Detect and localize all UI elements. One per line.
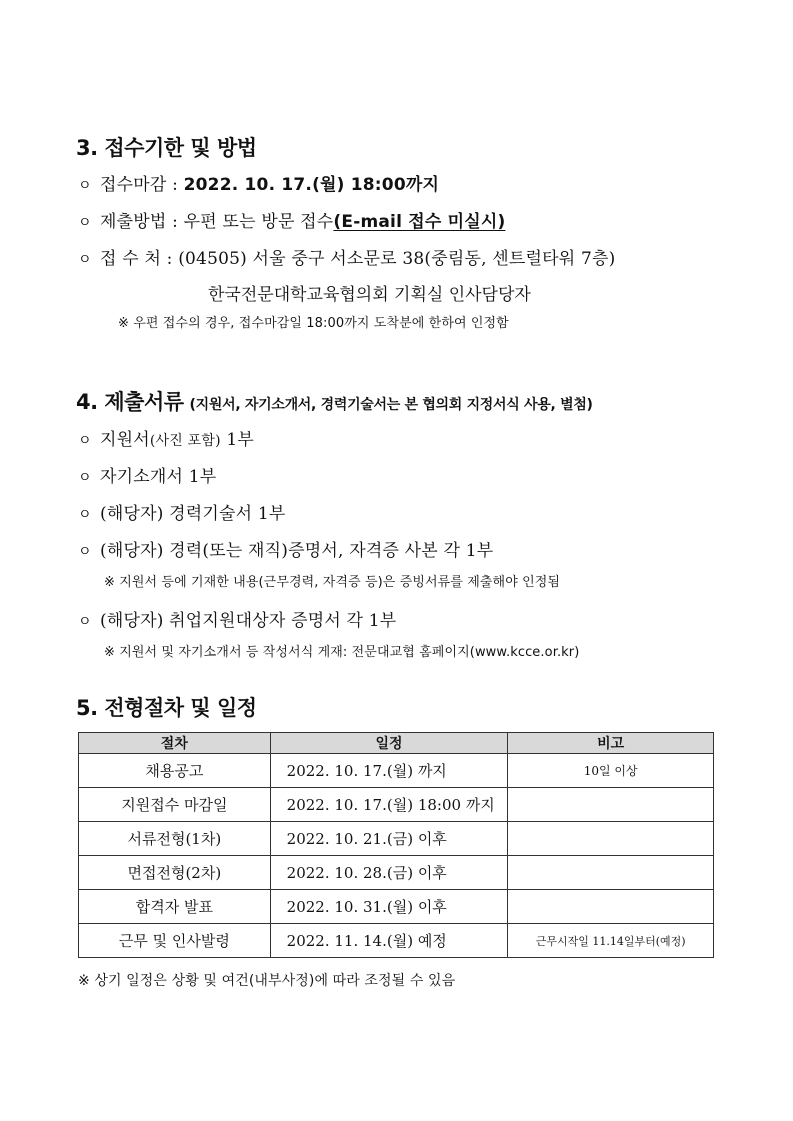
cell-step: 면접전형(2차)	[79, 856, 271, 890]
table-row	[79, 890, 714, 924]
section4-item-self-intro: ㅇ 자기소개서 1부	[78, 467, 217, 487]
section3-note: ※ 우편 접수의 경우, 접수마감일 18:00까지 도착분에 한하여 인정함	[118, 316, 509, 331]
section5-title: 5. 전형절차 및 일정	[76, 696, 257, 720]
cell-date: 2022. 10. 31.(월) 이후	[270, 890, 508, 924]
cell-date: 2022. 10. 28.(금) 이후	[270, 856, 508, 890]
cell-remark	[508, 890, 714, 924]
section4-item-certificates: ㅇ (해당자) 경력(또는 재직)증명서, 자격증 사본 각 1부	[78, 541, 494, 561]
section5-footnote: ※ 상기 일정은 상황 및 여건(내부사정)에 따라 조정될 수 있음	[78, 973, 456, 989]
bullet-icon: ㅇ	[78, 252, 92, 268]
table-row	[79, 856, 714, 890]
section3-title: 3. 접수기한 및 방법	[76, 136, 257, 160]
bullet-icon: ㅇ	[78, 470, 92, 486]
table-row	[79, 924, 714, 958]
header-date: 일정	[270, 733, 508, 754]
bullet-icon: ㅇ	[78, 507, 92, 523]
cell-remark: 근무시작일 11.14일부터(예정)	[508, 924, 714, 958]
cell-step: 채용공고	[79, 754, 271, 788]
section4-item-employment-support: ㅇ (해당자) 취업지원대상자 증명서 각 1부	[78, 611, 397, 631]
header-remark: 비고	[508, 733, 714, 754]
section4-note-forms: ※ 지원서 및 자기소개서 등 작성서식 게재: 전문대교협 홈페이지(www.kcce.or.kr)	[104, 645, 580, 660]
cell-remark	[508, 822, 714, 856]
section3-address-recipient: 한국전문대학교육협의회 기획실 인사담당자	[208, 285, 531, 305]
section3-item-address: ㅇ 접 수 처 : (04505) 서울 중구 서소문로 38(중림동, 센트럴타워 7층)	[78, 249, 616, 269]
bullet-icon: ㅇ	[78, 544, 92, 560]
section4-note-evidence: ※ 지원서 등에 기재한 내용(근무경력, 자격증 등)은 증빙서류를 제출해야 인정됨	[104, 575, 561, 590]
header-step: 절차	[79, 733, 271, 754]
bullet-icon: ㅇ	[78, 614, 92, 630]
section4-item-application: ㅇ 지원서(사진 포함) 1부	[78, 430, 254, 450]
section3-item-method: ㅇ 제출방법 : 우편 또는 방문 접수(E-mail 접수 미실시)	[78, 212, 506, 232]
table-row	[79, 822, 714, 856]
bullet-icon: ㅇ	[78, 215, 92, 231]
section4-item-career-desc: ㅇ (해당자) 경력기술서 1부	[78, 504, 286, 524]
section4-title: 4. 제출서류 (지원서, 자기소개서, 경력기술서는 본 협의회 지정서식 사용, 별첨)	[76, 390, 593, 414]
cell-remark	[508, 788, 714, 822]
cell-remark	[508, 856, 714, 890]
cell-step: 합격자 발표	[79, 890, 271, 924]
cell-date: 2022. 11. 14.(월) 예정	[270, 924, 508, 958]
section4-subtitle: (지원서, 자기소개서, 경력기술서는 본 협의회 지정서식 사용, 별첨)	[189, 397, 593, 413]
cell-remark: 10일 이상	[508, 754, 714, 788]
section3-item-deadline: ㅇ 접수마감 : 2022. 10. 17.(월) 18:00까지	[78, 175, 440, 195]
table-row	[79, 754, 714, 788]
cell-step: 근무 및 인사발령	[79, 924, 271, 958]
cell-step: 지원접수 마감일	[79, 788, 271, 822]
table-row	[79, 788, 714, 822]
schedule-table	[78, 732, 714, 958]
table-header-row	[79, 733, 714, 754]
bullet-icon: ㅇ	[78, 178, 92, 194]
bullet-icon: ㅇ	[78, 433, 92, 449]
cell-step: 서류전형(1차)	[79, 822, 271, 856]
cell-date: 2022. 10. 17.(월) 까지	[270, 754, 508, 788]
cell-date: 2022. 10. 21.(금) 이후	[270, 822, 508, 856]
cell-date: 2022. 10. 17.(월) 18:00 까지	[270, 788, 508, 822]
